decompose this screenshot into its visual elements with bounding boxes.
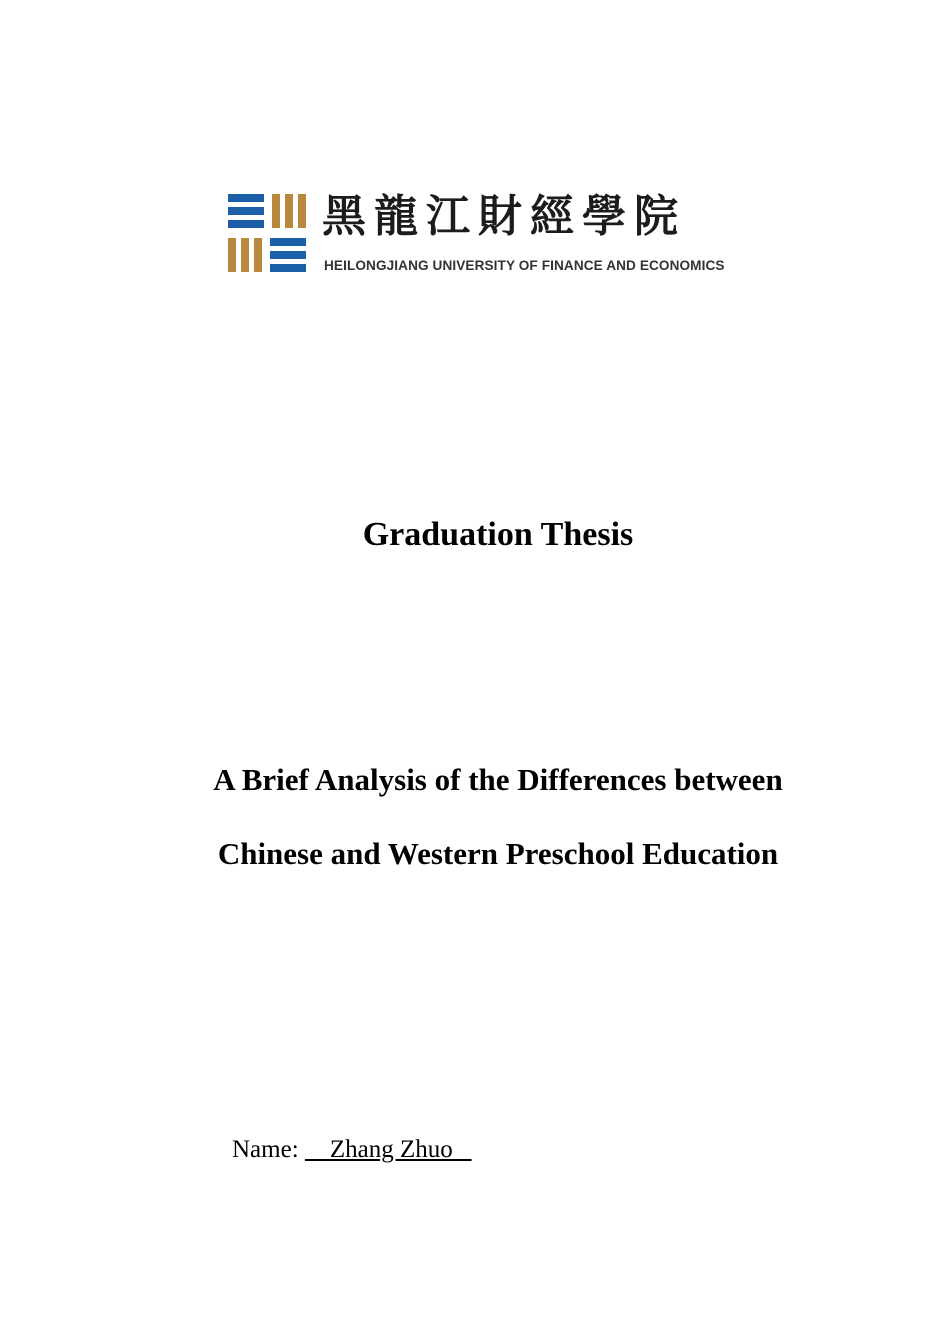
thesis-title-line-1: A Brief Analysis of the Differences between — [213, 762, 783, 797]
document-type-heading: Graduation Thesis — [362, 516, 634, 553]
university-emblem-icon — [228, 194, 308, 274]
university-name-chinese: 黑龍江財經學院 — [322, 191, 686, 242]
thesis-title-line-2: Chinese and Western Preschool Education — [217, 836, 779, 871]
university-logo — [228, 186, 773, 278]
university-name-english: HEILONGJIANG UNIVERSITY OF FINANCE AND ECONOMICS — [324, 258, 725, 273]
author-name-row — [232, 1133, 472, 1167]
author-name-value: Zhang Zhuo — [304, 1136, 472, 1163]
name-label: Name: — [232, 1136, 299, 1163]
